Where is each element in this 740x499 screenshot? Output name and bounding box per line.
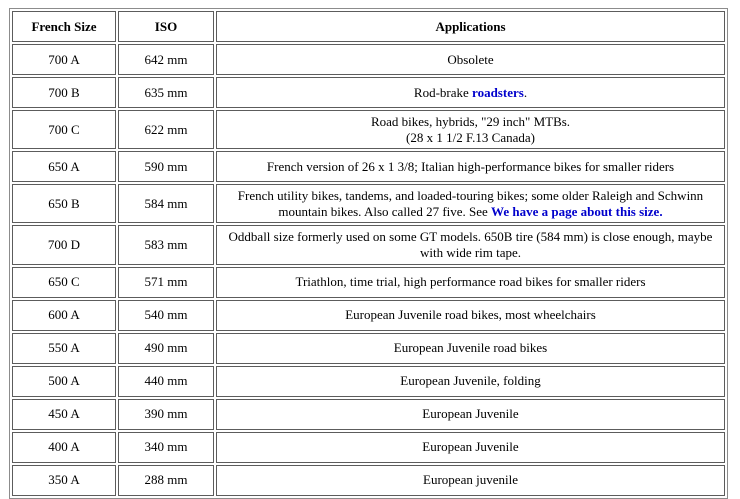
- application-text: French utility bikes, tandems, and loaded-touring bikes; some older Raleigh and Schwinn mountain bikes. Also called 27 five. See: [237, 188, 704, 219]
- table-row: [12, 399, 725, 430]
- table-body: [12, 44, 725, 496]
- application-text: French version of 26 x 1 3/8; Italian high-performance bikes for smaller riders: [266, 158, 675, 174]
- cell-iso: 440 mm: [118, 366, 214, 397]
- cell-applications: [216, 432, 725, 463]
- cell-french-size: 650 C: [12, 267, 116, 298]
- application-text: European Juvenile, folding: [400, 373, 541, 389]
- cell-iso: 622 mm: [118, 110, 214, 149]
- cell-iso: 590 mm: [118, 151, 214, 182]
- application-text: European Juvenile: [422, 439, 519, 455]
- cell-iso: 390 mm: [118, 399, 214, 430]
- cell-applications: [216, 333, 725, 364]
- application-text: .: [523, 84, 528, 100]
- cell-french-size: 700 C: [12, 110, 116, 149]
- cell-french-size: 600 A: [12, 300, 116, 331]
- cell-applications: [216, 225, 725, 264]
- cell-iso: 340 mm: [118, 432, 214, 463]
- col-header-french-size: French Size: [12, 11, 116, 42]
- cell-french-size: 650 B: [12, 184, 116, 223]
- table-row: [12, 151, 725, 182]
- col-header-applications: Applications: [216, 11, 725, 42]
- cell-french-size: 350 A: [12, 465, 116, 496]
- cell-french-size: 550 A: [12, 333, 116, 364]
- cell-iso: 642 mm: [118, 44, 214, 75]
- cell-applications: [216, 300, 725, 331]
- cell-iso: 571 mm: [118, 267, 214, 298]
- application-text: Obsolete: [447, 51, 494, 67]
- table-row: [12, 184, 725, 223]
- cell-french-size: 700 A: [12, 44, 116, 75]
- table-row: [12, 225, 725, 264]
- cell-applications: [216, 44, 725, 75]
- table-row: [12, 366, 725, 397]
- col-header-iso: ISO: [118, 11, 214, 42]
- table-row: [12, 432, 725, 463]
- application-text: Road bikes, hybrids, "29 inch" MTBs.: [370, 114, 571, 129]
- cell-applications: [216, 267, 725, 298]
- application-text: European Juvenile: [422, 406, 519, 422]
- cell-french-size: 700 D: [12, 225, 116, 264]
- header-row: [12, 11, 725, 42]
- page-about-this-size-link[interactable]: We have a page about this size.: [491, 203, 663, 219]
- cell-applications: [216, 399, 725, 430]
- cell-iso: 584 mm: [118, 184, 214, 223]
- table-row: [12, 300, 725, 331]
- tire-size-table: [9, 8, 728, 499]
- cell-applications: [216, 465, 725, 496]
- cell-iso: 635 mm: [118, 77, 214, 108]
- cell-applications: [216, 151, 725, 182]
- application-text: European Juvenile road bikes, most wheelchairs: [345, 307, 596, 323]
- table-row: [12, 267, 725, 298]
- table-row: [12, 110, 725, 149]
- application-text: European Juvenile road bikes: [393, 340, 548, 356]
- table-row: [12, 77, 725, 108]
- table-row: [12, 333, 725, 364]
- cell-iso: 583 mm: [118, 225, 214, 264]
- cell-applications: [216, 366, 725, 397]
- application-text: Triathlon, time trial, high performance road bikes for smaller riders: [295, 274, 646, 290]
- application-text: Oddball size formerly used on some GT models. 650B tire (584 mm) is close enough, maybe with wide rim tape.: [228, 229, 713, 260]
- cell-iso: 288 mm: [118, 465, 214, 496]
- cell-french-size: 650 A: [12, 151, 116, 182]
- cell-applications: [216, 110, 725, 149]
- cell-french-size: 700 B: [12, 77, 116, 108]
- table-row: [12, 44, 725, 75]
- cell-french-size: 400 A: [12, 432, 116, 463]
- cell-french-size: 450 A: [12, 399, 116, 430]
- application-text: Rod-brake: [413, 84, 473, 100]
- cell-applications: [216, 184, 725, 223]
- cell-applications: [216, 77, 725, 108]
- application-text: (28 x 1 1/2 F.13 Canada): [406, 129, 535, 145]
- roadsters-link[interactable]: roadsters: [472, 84, 524, 100]
- table-row: [12, 465, 725, 496]
- application-text: European juvenile: [423, 472, 518, 488]
- cell-french-size: 500 A: [12, 366, 116, 397]
- cell-iso: 540 mm: [118, 300, 214, 331]
- cell-iso: 490 mm: [118, 333, 214, 364]
